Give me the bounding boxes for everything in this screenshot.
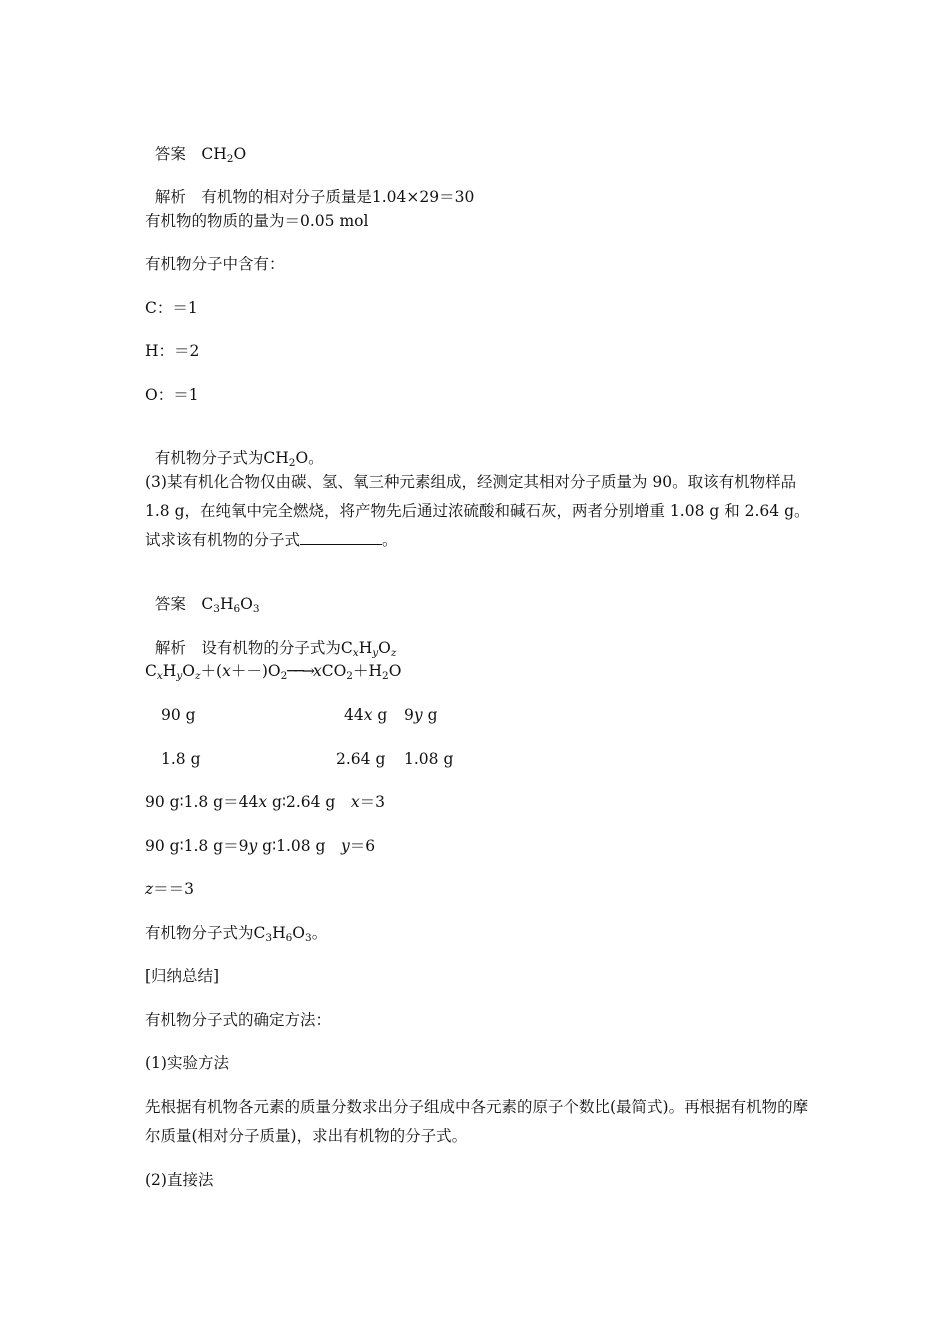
answer-label: 答案 [154,145,186,163]
analysis-1-line-2: 有机物的物质的量为＝0.05 mol [145,212,369,230]
analysis-1-line-6: O：＝1 [145,386,199,404]
analysis-1-line-7: 有机物分子式为$CH_2O$。 [154,449,324,469]
stoich-row-1-a: 90 g [161,706,196,724]
analysis-label: 解析 [154,639,186,657]
analysis-1-line-3: 有机物分子中含有： [145,255,285,273]
summary-line-2: (1)实验方法 [145,1054,229,1072]
calc-x: 90 g∶1.8 g＝44x g∶2.64 g x＝3 [145,793,385,811]
summary-title: [归纳总结] [145,967,220,985]
answer-label: 答案 [154,595,186,613]
question-3: (3)某有机化合物仅由碳、氢、氧三种元素组成，经测定其相对分子质量为 90。取该有机物样品 1.8 g，在纯氧中完全燃烧，将产物先后通过浓硫酸和碱石灰，两者分别增重 1.08 g 和 2.64 g。试求该有机物的分子式 。 [145,473,810,549]
analysis-1-line-1: 解析 有机物的相对分子质量是1.04×29＝30 [154,188,475,206]
calc-z: z＝＝3 [145,880,195,898]
stoich-row-1-b: 44x g [344,706,388,724]
answer-1: 答案 $CH_2O$ [154,145,247,165]
analysis-2-line-1: 解析 设有机物的分子式为$C_xH_yO_z$ [154,639,397,659]
summary-line-4: (2)直接法 [145,1171,214,1189]
stoich-row-2-b: 2.64 g [336,750,386,768]
analysis-1-line-4: C：＝1 [145,299,198,317]
stoich-row-2-a: 1.8 g [161,750,201,768]
analysis-label: 解析 [154,188,186,206]
summary-line-1: 有机物分子式的确定方法： [145,1011,332,1029]
calc-y: 90 g∶1.8 g＝9y g∶1.08 g y＝6 [145,837,376,855]
combustion-equation: $C_xH_yO_z+(x+-)O_2──\to xCO_2+H_2O$ [145,662,402,682]
summary-paragraph: 先根据有机物各元素的质量分数求出分子组成中各元素的原子个数比(最简式)。再根据有机物的摩尔质量(相对分子质量)，求出有机物的分子式。 [145,1098,809,1145]
result-formula: 有机物分子式为$C_3H_6O_3$。 [145,924,328,944]
reaction-arrow: ──→ [287,662,313,680]
stoich-row-1-c: 9y g [404,706,438,724]
stoich-row-2-c: 1.08 g [404,750,454,768]
analysis-1-line-5: H：＝2 [145,342,200,360]
answer-2: 答案 $C_3H_6O_3$ [154,595,260,615]
answer-blank [300,530,382,545]
